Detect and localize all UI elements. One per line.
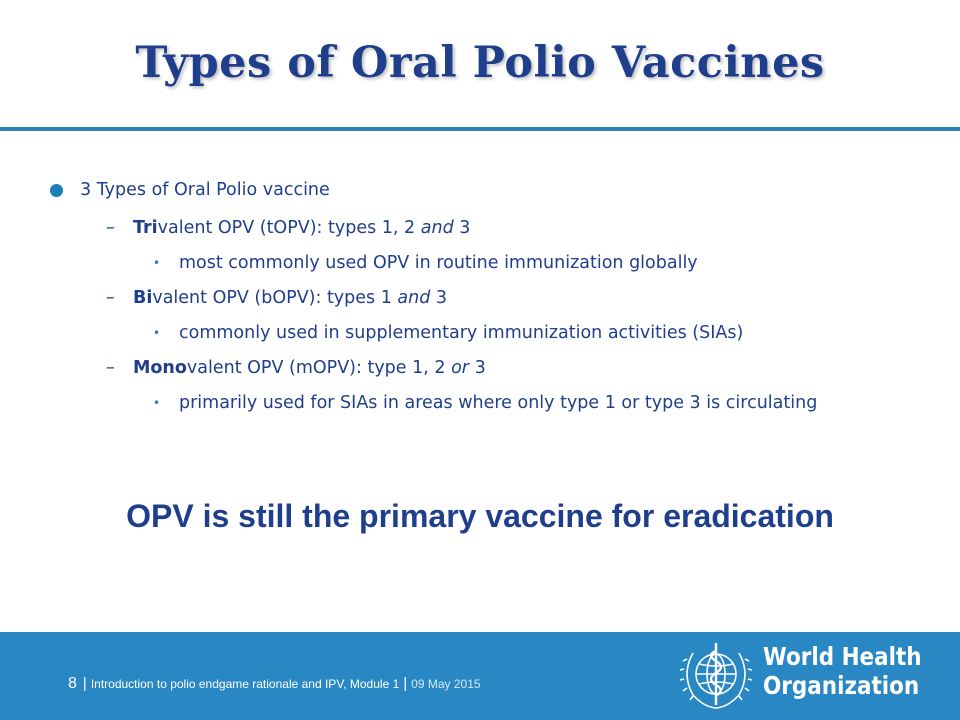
key-message: OPV is still the primary vaccine for eradication [126,498,834,534]
slide-title: Types of Oral Polio Vaccines [135,38,825,88]
item-text: valent OPV (bOPV): types 1 [152,288,398,308]
sub-bullet-icon: • [153,326,161,340]
bullet-level1: 3 Types of Oral Polio vaccine [80,180,330,200]
item-emphasis: Bi [133,288,153,308]
sub-bullet-icon: • [153,396,161,410]
item-emphasis: Mono [133,358,187,378]
page-number: 8 [68,675,77,692]
item-text-end: 3 [430,288,448,308]
footer-separator: | [82,675,87,692]
sub-item-bivalent: commonly used in supplementary immunization activities (SIAs) [179,323,744,343]
dash-marker: – [106,218,115,238]
item-italic: and [397,288,431,308]
item-italic: or [451,358,469,378]
module-title: Introduction to polio endgame rationale and IPV, Module 1 [90,677,400,691]
sub-item-trivalent: most commonly used OPV in routine immunization globally [179,253,698,273]
title-divider [0,127,960,131]
item-text: valent OPV (tOPV): types 1, 2 [157,218,421,238]
item-italic: and [420,218,454,238]
footer-separator: | [403,675,408,692]
sub-item-monovalent: primarily used for SIAs in areas where only type 1 or type 3 is circulating [179,393,818,413]
dash-marker: – [106,288,115,308]
who-wordmark [763,642,922,700]
dash-marker: – [106,358,115,378]
item-text-end: 3 [469,358,486,378]
list-item-trivalent [133,218,470,238]
item-text: valent OPV (mOPV): type 1, 2 [186,358,452,378]
item-emphasis: Tri [133,218,158,238]
who-name-line1: World Health [763,642,922,671]
footer-date: 09 May 2015 [411,677,481,691]
item-text-end: 3 [453,218,471,238]
footer-caption [68,675,481,693]
sub-bullet-icon: • [153,256,161,270]
list-item-monovalent [133,358,486,378]
who-name-line2: Organization [763,671,920,700]
bullet-dot-icon [50,184,63,197]
list-item-bivalent [133,288,447,308]
who-emblem-icon [676,637,756,711]
